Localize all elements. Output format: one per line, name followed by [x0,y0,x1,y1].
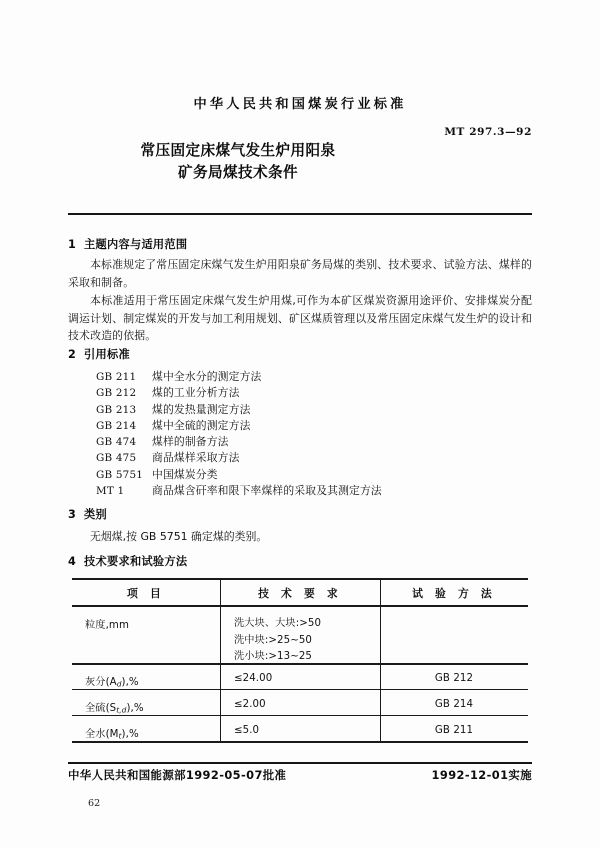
row-item-subscript: t,d [116,705,127,715]
section-heading-1 [68,236,187,252]
row-item-unit: ),% [121,728,139,740]
requirement-line: 洗中块:>25~50 [234,634,312,646]
table-cell-method [380,718,528,744]
reference-code: GB 475 [96,452,137,465]
table-row [72,718,528,744]
approval-statement: 中华人民共和国能源部1992-05-07批准 [68,768,287,782]
list-item [96,434,526,450]
row-item-subscript: d [116,679,122,689]
section-number-2: 2 [68,348,77,361]
section-number-3: 3 [68,508,77,521]
reference-code: GB 214 [96,419,137,432]
reference-code: GB 474 [96,436,137,449]
page-title-line-1: 常压固定床煤气发生炉用阳泉 [140,142,336,159]
row-item-label [72,605,220,631]
table-body [72,605,528,744]
footer-divider [68,762,532,764]
table-row [72,692,528,718]
reference-title: 煤的工业分析方法 [152,386,240,400]
table-cell-method [380,605,528,666]
section-heading-4 [68,553,187,569]
table-header-cell [380,578,528,605]
reference-title: 煤中全硫的测定方法 [152,418,251,432]
reference-title: 商品煤含矸率和限下率煤样的采取及其测定方法 [152,484,382,498]
row-item-label [72,666,220,689]
page-title [68,140,408,184]
column-header-item: 项 目 [127,587,165,600]
column-header-requirement: 技 术 要 求 [258,587,342,600]
referenced-standards-list [96,369,526,499]
reference-title: 煤中全水分的测定方法 [152,370,262,383]
reference-code: GB 213 [96,403,137,416]
standard-number: MT 297.3—92 [444,126,532,138]
table-cell-requirement [220,605,380,666]
table-header [72,578,528,605]
technical-requirements-table [72,578,528,744]
implementation-date: 1992-12-01实施 [431,768,532,782]
row-method [380,605,528,616]
table-cell-requirement [220,692,380,718]
requirement-line: 洗大块、大块:>50 [234,618,322,629]
section-1-paragraph-1: 本标准规定了常压固定床煤气发生炉用阳泉矿务局煤的类别、技术要求、试验方法、煤样的采取和制备。 [68,258,532,289]
table-cell-requirement [220,718,380,744]
column-header-method: 试 验 方 法 [412,587,496,600]
section-heading-3 [68,506,107,522]
section-title-1: 主题内容与适用范围 [84,238,188,251]
table-header-cell [220,578,380,605]
row-item-name: 灰分(A [85,676,117,688]
list-item [96,402,526,418]
row-method: GB 212 [434,672,474,684]
table-row [72,605,528,666]
list-item [96,483,526,499]
row-method: GB 211 [434,724,474,736]
list-item [96,450,526,466]
table-header-row [72,578,528,605]
section-number-4: 4 [68,555,77,568]
reference-code: GB 211 [96,371,137,383]
section-title-4: 技术要求和试验方法 [84,555,188,568]
section-number-1: 1 [68,238,77,251]
section-1-paragraph-2: 本标准适用于常压固定床煤气发生炉用煤,可作为本矿区煤炭资源用途评价、安排煤炭分配调运计划、制定煤炭的开发与加工利用规划、矿区煤质管理以及常压固定床煤气发生炉的设计和技术改造的依据。 [68,294,532,343]
row-item-name: 全硫(S [85,702,117,714]
table-cell-method [380,692,528,718]
reference-code: GB 5751 [96,468,144,481]
table-cell-requirement [220,666,380,692]
list-item [96,369,526,385]
section-3-paragraph-1: 无烟煤,按 GB 5751 确定煤的类别。 [90,530,268,543]
reference-title: 煤样的制备方法 [152,435,229,449]
page-number: 62 [88,798,101,809]
row-item-name: 全水(M [85,728,119,740]
table-cell-item [72,718,220,744]
issuing-organization: 中华人民共和国煤炭行业标准 [193,97,407,112]
row-item-unit: ),% [121,676,139,688]
reference-title: 煤的发热量测定方法 [152,402,251,416]
table-header-cell [72,578,220,605]
row-requirement: ≤2.00 [234,698,266,710]
document-masthead [68,93,532,182]
reference-title: 中国煤炭分类 [152,467,218,481]
list-item [96,467,526,483]
row-requirement [220,605,380,666]
reference-title: 商品煤样采取方法 [152,451,240,465]
row-requirement: ≤24.00 [234,672,273,684]
table-cell-item [72,666,220,692]
row-item-subscript: t [118,731,122,741]
row-requirement: ≤5.0 [234,724,260,736]
row-item-name: 粒度 [85,620,106,631]
list-item [96,418,526,434]
reference-code: MT 1 [96,485,125,498]
table-cell-item [72,605,220,666]
row-method: GB 214 [434,698,474,710]
section-title-2: 引用标准 [84,348,130,361]
page-title-line-2: 矿务局煤技术条件 [178,164,298,182]
table-cell-method [380,666,528,692]
table-row [72,666,528,692]
row-item-unit: ,mm [105,620,129,631]
requirement-line: 洗小块:>13~25 [234,651,312,662]
list-item [96,385,526,401]
row-item-unit: ),% [126,702,144,714]
row-item-label [72,718,220,741]
section-heading-2 [68,346,130,362]
row-item-label [72,692,220,715]
section-title-3: 类别 [84,508,107,521]
header-divider [68,213,532,215]
reference-code: GB 212 [96,387,137,400]
table-cell-item [72,692,220,718]
